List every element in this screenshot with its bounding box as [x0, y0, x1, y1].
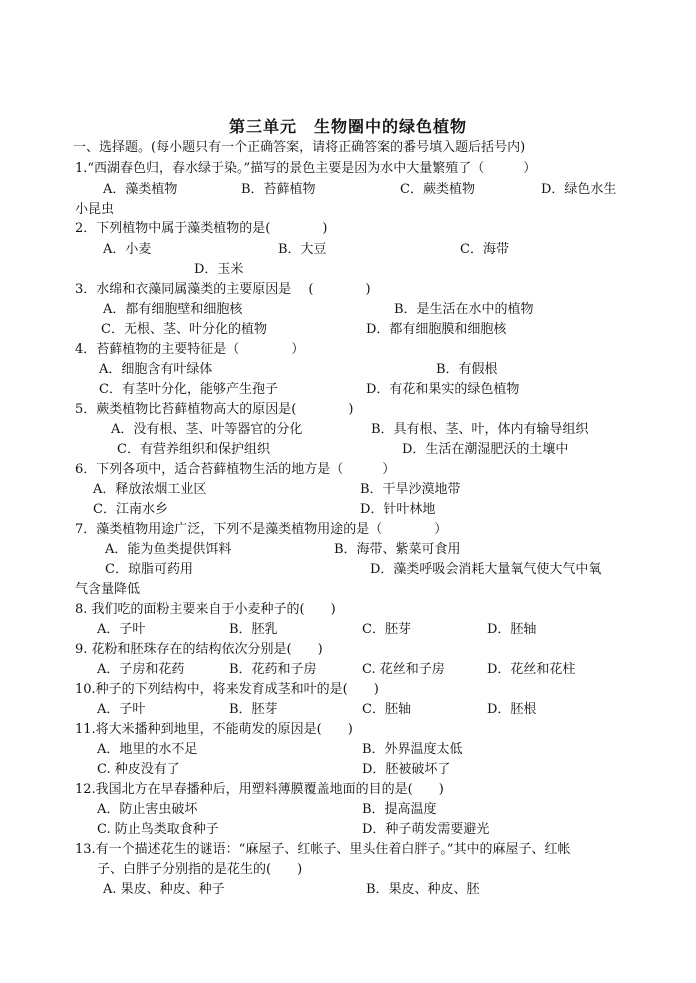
question-11-option-c: C. 种皮没有了	[97, 762, 180, 777]
question-13-option-b: B．果皮、种皮、胚	[366, 882, 480, 897]
question-11-option-a: A．地里的水不足	[97, 742, 198, 757]
question-3-option-d: D．都有细胞膜和细胞核	[366, 322, 507, 337]
question-10-option-b: B．胚芽	[229, 702, 278, 717]
question-13-stem-continued: 子、白胖子分别指的是花生的( )	[97, 862, 303, 877]
question-9-option-c: C. 花丝和子房	[362, 662, 445, 677]
question-5-option-c: C．有营养组织和保护组织	[117, 442, 270, 457]
question-9-stem: 9. 花粉和胚珠存在的结构依次分别是( )	[75, 642, 323, 657]
question-13-option-a: A. 果皮、种皮、种子	[103, 882, 225, 897]
question-3-stem: 3．水绵和衣藻同属藻类的主要原因是 ( )	[75, 282, 371, 297]
question-7-option-a: A．能为鱼类提供饵料	[105, 542, 232, 557]
question-8-option-c: C．胚芽	[362, 622, 411, 637]
question-2-option-d: D．玉米	[194, 262, 244, 277]
page-title: 第三单元 生物圈中的绿色植物	[228, 117, 467, 136]
question-10-option-d: D．胚根	[487, 702, 537, 717]
question-2-option-a: A．小麦	[103, 242, 152, 257]
question-1-option-c: C．蕨类植物	[400, 182, 475, 197]
question-7-option-b: B．海带、紫菜可食用	[334, 542, 461, 557]
question-5-stem: 5．蕨类植物比苔藓植物高大的原因是( )	[75, 402, 354, 417]
question-7-stem: 7．藻类植物用途广泛，下列不是藻类植物用途的是（ ）	[75, 522, 448, 537]
question-2-stem: 2．下列植物中属于藻类植物的是( )	[75, 221, 328, 236]
question-2-option-b: B．大豆	[278, 242, 327, 257]
question-1-option-a: A．藻类植物	[103, 182, 178, 197]
question-6-option-b: B．干旱沙漠地带	[360, 482, 461, 497]
question-12-option-a: A．防止害虫破坏	[97, 802, 198, 817]
question-2-option-c: C．海带	[460, 242, 509, 257]
question-5-option-a: A．没有根、茎、叶等器官的分化	[111, 422, 303, 437]
question-10-stem: 10.种子的下列结构中，将来发育成茎和叶的是( )	[75, 682, 379, 697]
question-12-option-b: B．提高温度	[362, 802, 437, 817]
question-1-option-d: D．绿色水生	[541, 182, 617, 197]
question-7-tail: 气含量降低	[75, 582, 141, 597]
question-8-stem: 8. 我们吃的面粉主要来自于小麦种子的( )	[75, 602, 336, 617]
question-11-stem: 11.将大米播种到地里，不能萌发的原因是( )	[75, 722, 353, 737]
question-3-option-a: A．都有细胞壁和细胞核	[103, 302, 243, 317]
question-12-option-c: C. 防止鸟类取食种子	[97, 822, 219, 837]
question-8-option-a: A．子叶	[97, 622, 146, 637]
question-12-option-d: D．种子萌发需要避光	[362, 822, 490, 837]
question-5-option-d: D．生活在潮湿肥沃的土壤中	[402, 442, 569, 457]
question-7-option-d: D．藻类呼吸会消耗大量氧气使大气中氧	[370, 562, 602, 577]
question-13-stem: 13.有一个描述花生的谜语：“麻屋子、红帐子、里头住着白胖子。”其中的麻屋子、红帐	[75, 842, 571, 857]
question-9-option-a: A．子房和花药	[97, 662, 185, 677]
section-heading: 一、选择题。(每小题只有一个正确答案，请将正确答案的番号填入题后括号内)	[73, 140, 526, 155]
question-5-option-b: B．具有根、茎、叶，体内有输导组织	[371, 422, 589, 437]
question-4-option-c: C．有茎叶分化，能够产生孢子	[99, 382, 278, 397]
question-1-tail: 小昆虫	[75, 202, 115, 217]
question-9-option-d: D．花丝和花柱	[487, 662, 576, 677]
question-6-option-d: D．针叶林地	[360, 502, 436, 517]
question-1-option-b: B．苔藓植物	[241, 182, 316, 197]
question-4-option-a: A．细胞含有叶绿体	[99, 362, 213, 377]
question-4-stem: 4．苔藓植物的主要特征是（ ）	[75, 342, 305, 357]
question-12-stem: 12.我国北方在早春播种后，用塑料薄膜覆盖地面的目的是( )	[75, 782, 444, 797]
question-11-option-d: D．胚被破坏了	[362, 762, 451, 777]
question-4-option-d: D．有花和果实的绿色植物	[366, 382, 520, 397]
question-4-option-b: B．有假根	[436, 362, 498, 377]
question-8-option-b: B．胚乳	[229, 622, 278, 637]
question-1-stem: 1.“西湖春色归，春水绿于染。”描写的景色主要是因为水中大量繁殖了（ ）	[75, 161, 537, 176]
question-11-option-b: B．外界温度太低	[362, 742, 463, 757]
question-3-option-c: C．无根、茎、叶分化的植物	[101, 322, 267, 337]
question-8-option-d: D．胚轴	[487, 622, 537, 637]
question-7-option-c: C．琼脂可药用	[105, 562, 193, 577]
question-10-option-c: C．胚轴	[362, 702, 411, 717]
question-10-option-a: A．子叶	[97, 702, 146, 717]
question-6-option-a: A．释放浓烟工业区	[93, 482, 207, 497]
question-3-option-b: B．是生活在水中的植物	[394, 302, 534, 317]
question-9-option-b: B．花药和子房	[229, 662, 317, 677]
question-6-stem: 6．下列各项中，适合苔藓植物生活的地方是（ ）	[75, 462, 396, 477]
question-6-option-c: C．江南水乡	[93, 502, 168, 517]
